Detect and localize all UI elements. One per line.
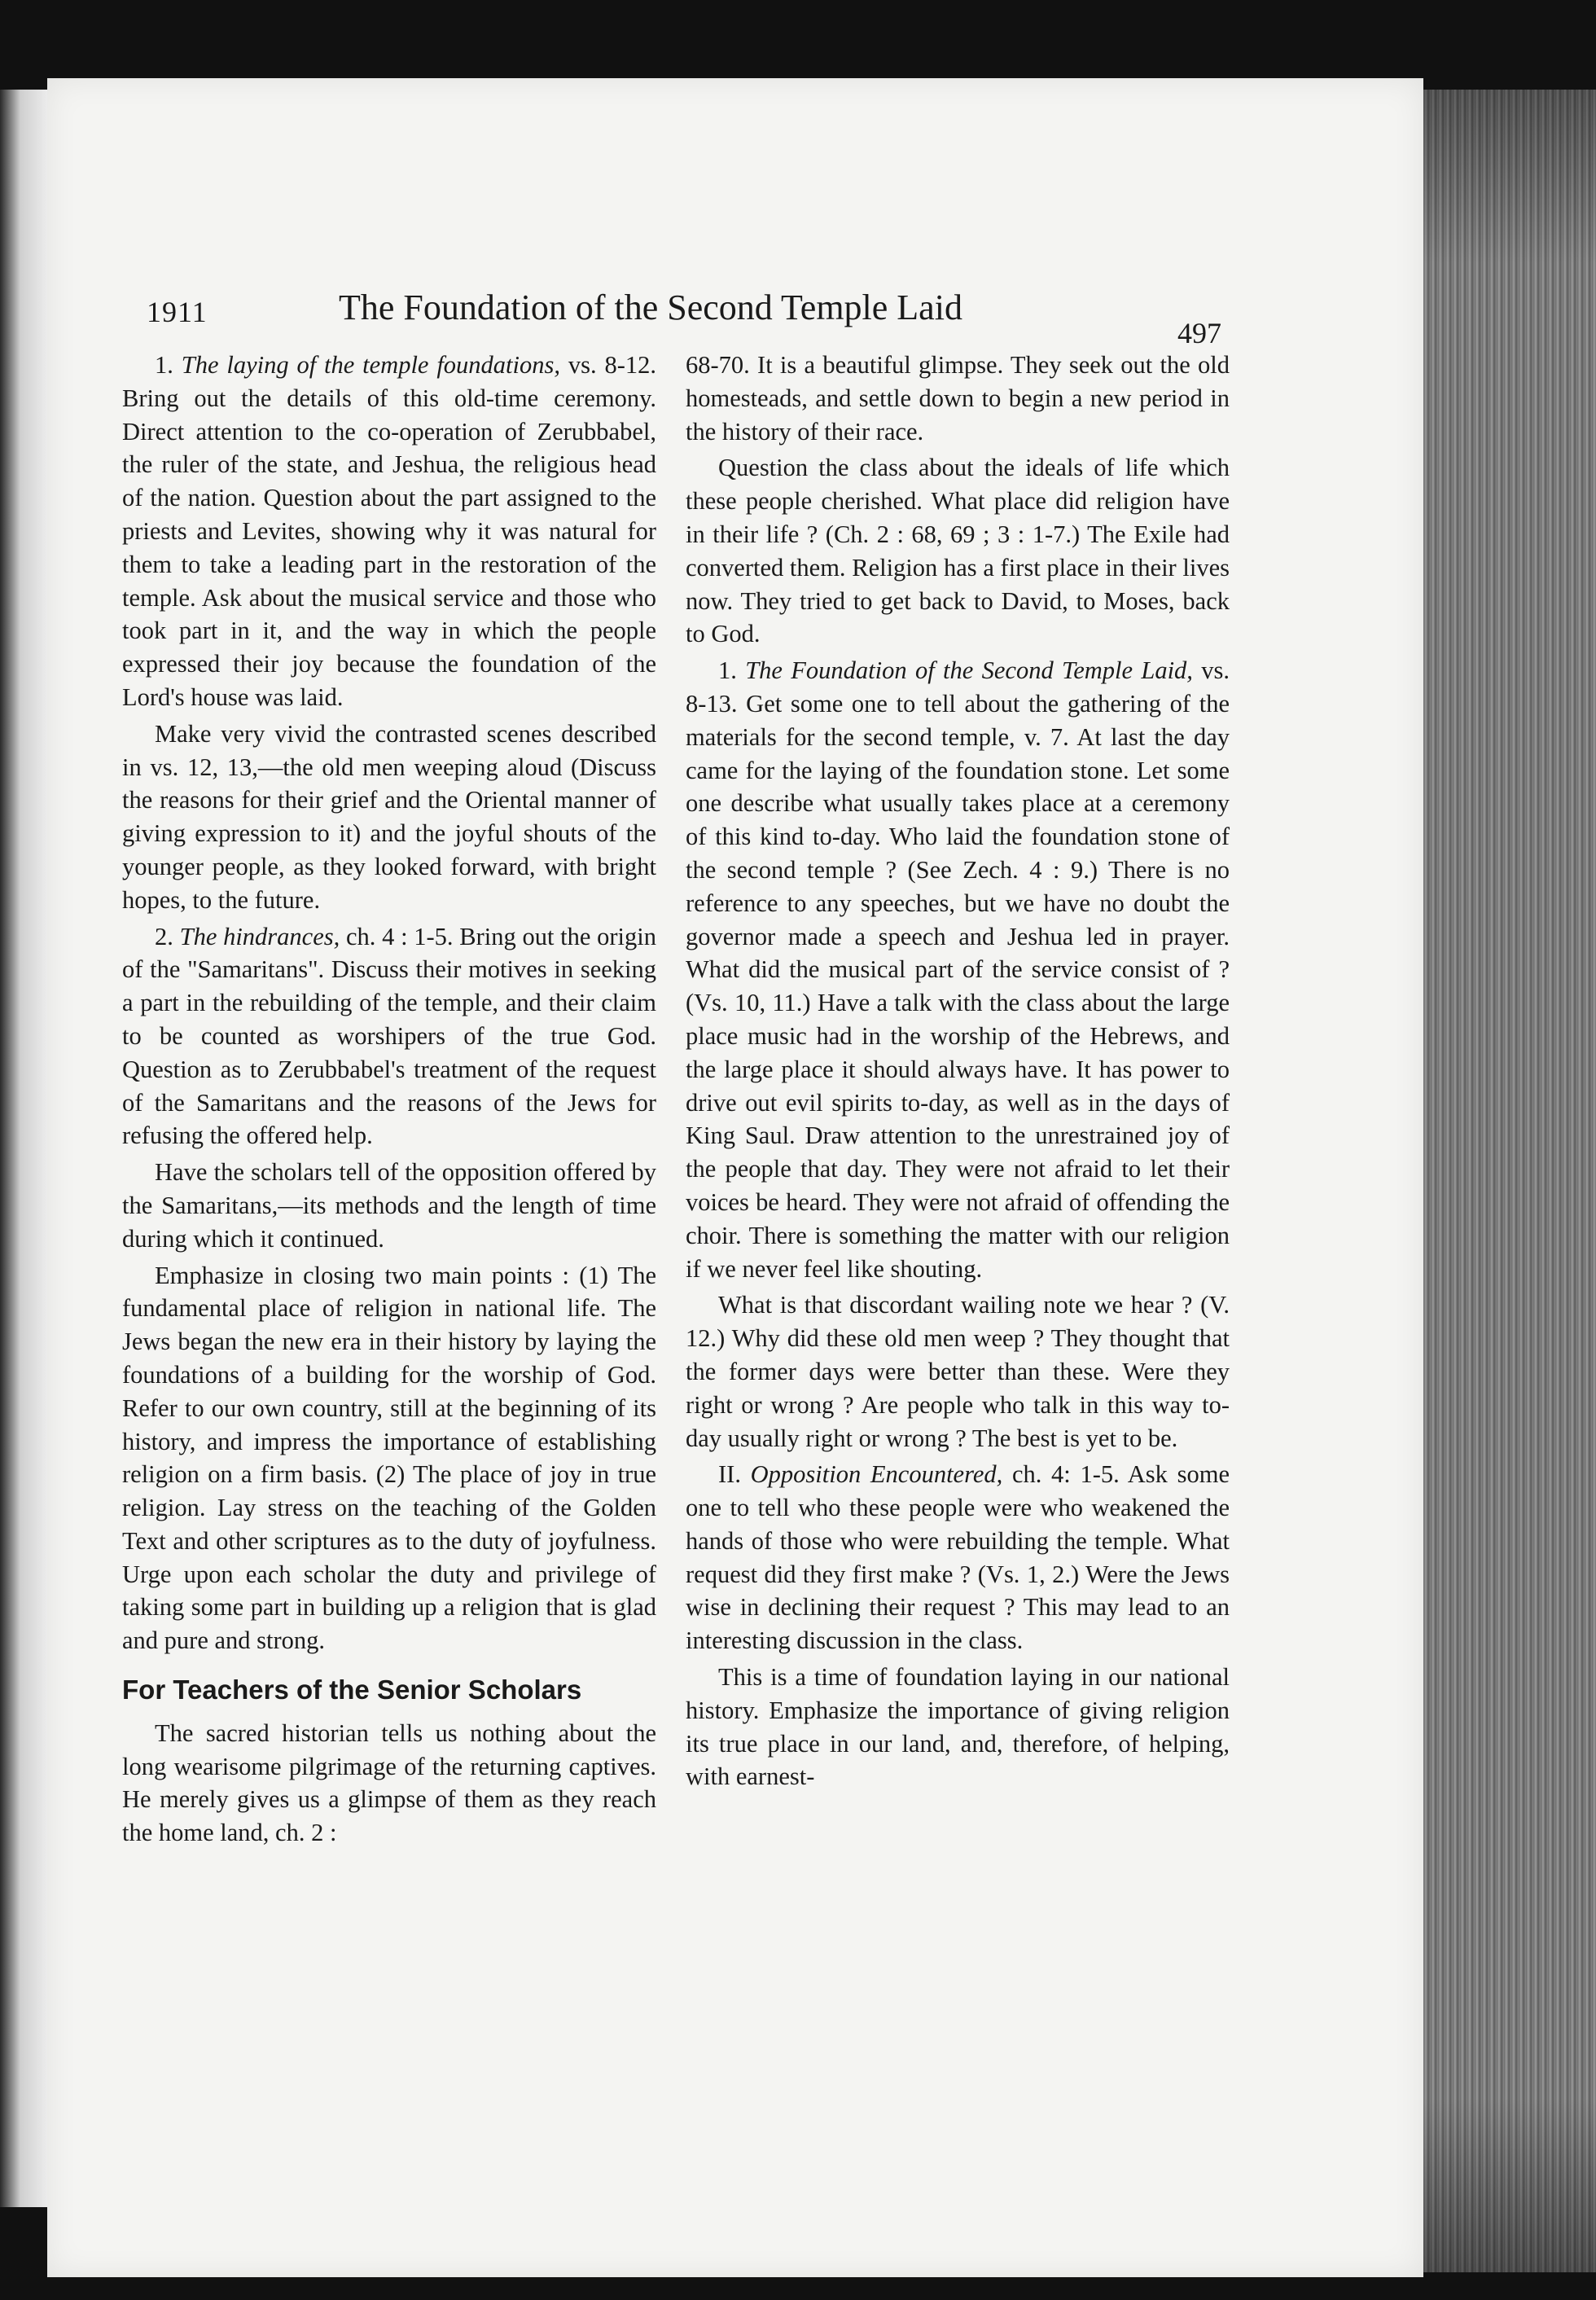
paragraph-main-points: Emphasize in closing two main points : (1) The fundamental place of religion in national life. The Jews began the new era in their history by laying the foundations of a building for the worship of God. Refer to our own country, still at the beginning of its history, and impress the importance of establishing religion on a firm basis. (2) The place of joy in true religion. Lay stress on the teaching of the Golden Text and other scriptures as to the duty of joyfulness. Urge upon each scholar the duty and privilege of taking some part in building up a religion that is glad and pure and strong. [122, 1261, 656, 1655]
page-number: 497 [1177, 317, 1221, 349]
paragraph-text: ch. 4: 1-5. Ask some one to tell who these people were who weakened the hands of those who were rebuilding the temple. What request did they first make ? (Vs. 1, 2.) Were the Jews wise in declining their request ? This may lead to an interesting discussion in the class. [686, 1460, 1230, 1655]
paragraph-text: vs. 8-12. Bring out the details of this old-time ceremony. Direct attention to the co-operation of Zerubbabel, the ruler of the state, and Jeshua, the religious head of the nation. Question about the part assigned to the priests and Levites, showing why it was natural for them to take a leading part in the restoration of the temple. Ask about the musical service and those who took part in it, and the way in which the people expressed their joy because the foundation of the Lord's house was laid. [122, 351, 657, 711]
header-year: 1911 [147, 296, 208, 328]
paragraph-wailing-note: What is that discordant wailing note we hear ? (V. 12.) Why did these old men weep ? They thought that the former days were better than these. Were they right or wrong ? Are people who talk in this way to-day usually right or wrong ? The best is yet to be. [686, 1291, 1230, 1452]
paragraph-opposition: Have the scholars tell of the opposition offered by the Samaritans,—its methods and the length of time during which it continued. [122, 1158, 656, 1253]
paragraph-text: vs. 8-13. Get some one to tell about the gathering of the materials for the second temple, v. 7. At last the day came for the laying of the foundation stone. Let some one describe what usually takes place at a ceremony of this kind to-day. Who laid the foundation stone of the second temple ? (See Zech. 4 : 9.) There is no reference to any speeches, but we have no doubt the governor made a speech and Jeshua led in prayer. What did the musical part of the service consist of ? (Vs. 10, 11.) Have a talk with the class about the large place music had in the worship of the Hebrews, and the large place it should always have. It has power to drive out evil spirits to-day, as well as in the days of King Saul. Draw attention to the unrestrained joy of the people that day. They were not afraid to let their voices be heard. They were not afraid of offending the choir. There is something the matter with our religion if we never feel like shouting. [686, 656, 1230, 1283]
paragraph-foundation-laying: This is a time of foundation laying in our national history. Emphasize the importance of giving religion its true place in our land, and, therefore, of helping, with earnest- [686, 1663, 1230, 1791]
item-number: 2. [155, 922, 173, 950]
item-number: 1. [155, 351, 173, 379]
page-block-edges [1423, 90, 1596, 2272]
running-header [147, 287, 1238, 349]
item-heading: Opposition Encountered, [750, 1460, 1003, 1489]
paragraph-text: ch. 4 : 1-5. Bring out the origin of the "Samaritans". Discuss their motives in seeking a part in the rebuilding of the temple, and their claim to be counted as worshipers of the true God. Question as to Zerubbabel's treatment of the request of the Samaritans and the reasons of the Jews for refusing the offered help. [122, 922, 657, 1150]
item-number: II. [718, 1460, 741, 1489]
item-heading: The Foundation of the Second Temple Laid, [745, 656, 1193, 685]
facing-page-edge [0, 90, 50, 2207]
item-heading: The hindrances, [179, 922, 340, 950]
paragraph-foundation-laid [686, 654, 1230, 1285]
section-heading: For Teachers of the Senior Scholars [122, 1675, 582, 1705]
page-title: The Foundation of the Second Temple Laid [339, 288, 962, 327]
paragraph-laying-foundations [122, 349, 656, 714]
paragraph-hindrances [122, 920, 656, 1153]
paragraph-continued: 68-70. It is a beautiful glimpse. They seek out the old homesteads, and settle down to begin a new period in the history of their race. [686, 351, 1230, 446]
item-heading: The laying of the temple foundations, [181, 351, 561, 379]
paragraph-sacred-historian: The sacred historian tells us nothing about the long wearisome pilgrimage of the returning captives. He merely gives us a glimpse of them as they reach the home land, ch. 2 : [122, 1718, 656, 1847]
right-column [686, 349, 1230, 1797]
left-column [122, 349, 656, 1853]
paragraph-opposition-encountered [686, 1458, 1230, 1657]
paragraph-ideals-of-life: Question the class about the ideals of life which these people cherished. What place did religion have in their life ? (Ch. 2 : 68, 69 ; 3 : 1-7.) The Exile had converted them. Religion has a first place in their lives now. They tried to get back to David, to Moses, back to God. [686, 454, 1230, 648]
item-number: 1. [718, 656, 737, 685]
paragraph-contrasted-scenes: Make very vivid the contrasted scenes described in vs. 12, 13,—the old men weeping aloud (Discuss the reasons for their grief and the Oriental manner of giving expression to it) and the joyful shouts of the younger people, as they looked forward, with bright hopes, to the future. [122, 719, 656, 914]
